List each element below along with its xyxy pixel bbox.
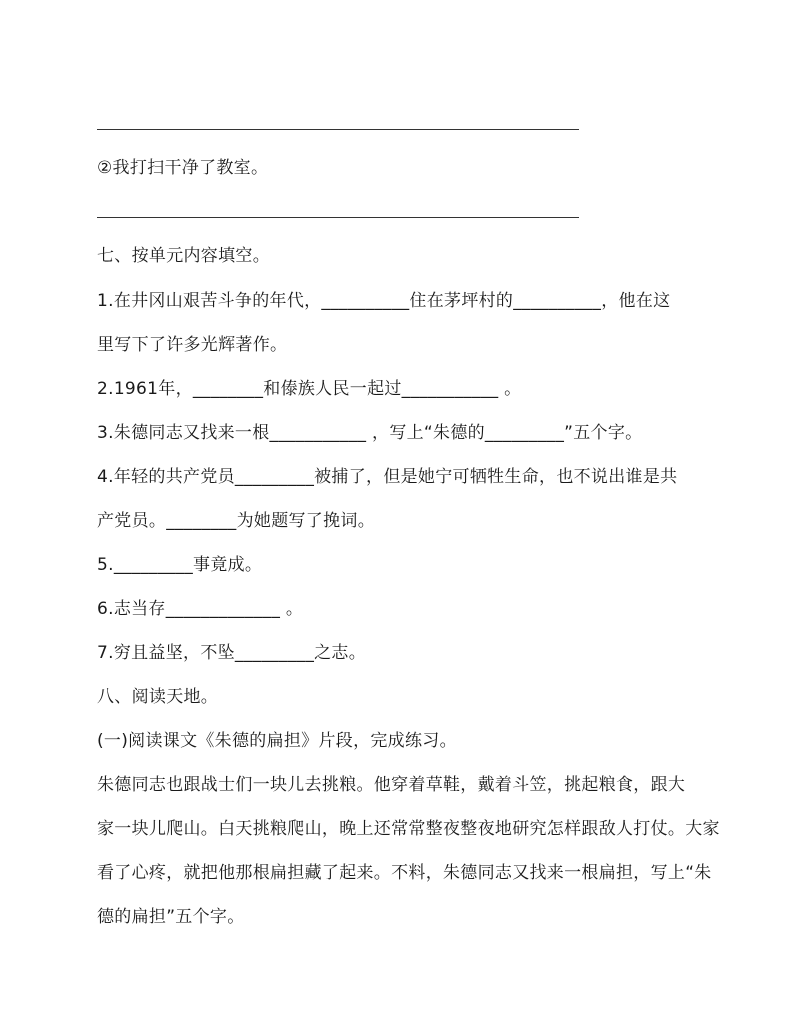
question-1-line-1: 1.在井冈山艰苦斗争的年代，__________住在茅坪村的__________，他在这: [97, 291, 671, 311]
section-8-heading: 八、阅读天地。: [97, 687, 219, 707]
question-4-line-1: 4.年轻的共产党员_________被捕了，但是她宁可牺牲生命，也不说出谁是共: [97, 467, 678, 487]
question-2: 2.1961年，________和傣族人民一起过___________ 。: [97, 379, 522, 399]
reading-1-instruction: (一)阅读课文《朱德的扁担》片段，完成练习。: [97, 731, 457, 751]
section-7-heading: 七、按单元内容填空。: [97, 246, 270, 266]
example-sentence-2: ②我打扫干净了教室。: [97, 158, 269, 178]
question-1-line-2: 里写下了许多光辉著作。: [97, 335, 288, 355]
passage-line-4: 德的扁担”五个字。: [97, 907, 245, 927]
answer-line-2: [97, 217, 579, 218]
answer-line-1: [97, 129, 579, 130]
question-5: 5._________事竟成。: [97, 555, 263, 575]
question-4-line-2: 产党员。________为她题写了挽词。: [97, 511, 375, 531]
passage-line-3: 看了心疼，就把他那根扁担藏了起来。不料，朱德同志又找来一根扁担，写上“朱: [97, 863, 712, 883]
question-6: 6.志当存_____________ 。: [97, 599, 304, 619]
passage-line-1: 朱德同志也跟战士们一块儿去挑粮。他穿着草鞋，戴着斗笠，挑起粮食，跟大: [97, 775, 686, 795]
question-7: 7.穷且益坚，不坠_________之志。: [97, 643, 367, 663]
question-3: 3.朱德同志又找来一根___________ ，写上“朱德的_________”五个字。: [97, 423, 643, 443]
passage-line-2: 家一块儿爬山。白天挑粮爬山，晚上还常常整夜整夜地研究怎样跟敌人打仗。大家: [97, 819, 720, 839]
